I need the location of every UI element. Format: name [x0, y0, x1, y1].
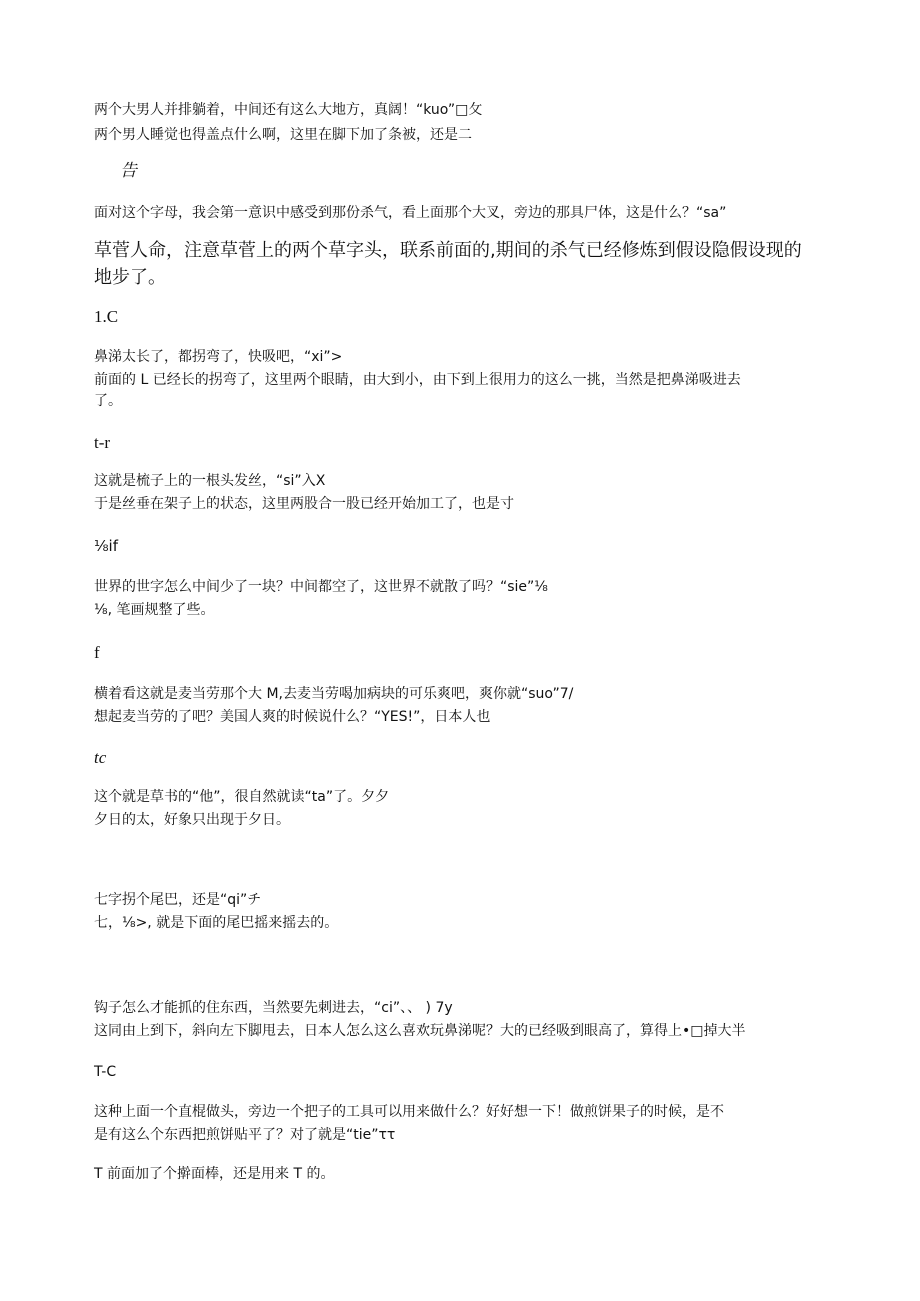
text-line: 面对这个字母，我会第一意识中感受到那份杀气，看上面那个大叉，旁边的那具尸体，这是什么？“sa”: [94, 205, 727, 221]
section-heading: f: [94, 643, 100, 662]
text-line: 七字拐个尾巴，还是“qi”チ: [94, 892, 262, 908]
text-line: 这就是梳子上的一根头发丝，“si”入X: [94, 473, 326, 489]
section-heading: ⅛if: [94, 537, 118, 555]
text-line: 了。: [94, 393, 122, 409]
text-line: 是有这么个东西把煎饼贴平了？对了就是“tie”ττ: [94, 1127, 396, 1143]
text-line: 两个男人睡觉也得盖点什么啊，这里在脚下加了条被，还是二: [94, 127, 472, 143]
text-line: 世界的世字怎么中间少了一块？中间都空了，这世界不就散了吗？“sie”⅛: [94, 579, 548, 595]
text-line: 横着看这就是麦当劳那个大 M,去麦当劳喝加病块的可乐爽吧，爽你就“suo”7/: [94, 686, 574, 702]
text-line: 这种上面一个直棍做头，旁边一个把子的工具可以用来做什么？好好想一下！做煎饼果子的时候，是不: [94, 1104, 724, 1120]
text-line: 两个大男人并排躺着，中间还有这么大地方，真阔！“kuo”□攵: [94, 102, 483, 118]
text-line: 于是丝垂在架子上的状态，这里两股合一股已经开始加工了，也是寸: [94, 496, 514, 512]
text-line: 这同由上到下，斜向左下脚甩去，日本人怎么这么喜欢玩鼻涕呢？大的已经吸到眼高了，算得上•□掉大半: [94, 1023, 746, 1039]
text-line: 夕日的太，好象只出现于夕日。: [94, 812, 290, 828]
text-line: 草菅人命，注意草菅上的两个草字头，联系前面的,期间的杀气已经修炼到假设隐假设现的: [94, 240, 802, 261]
text-line: 地步了。: [94, 267, 166, 288]
text-line: 前面的 L 已经长的拐弯了，这里两个眼睛，由大到小，由下到上很用力的这么一挑，当然是把鼻涕吸进去: [94, 372, 741, 388]
section-heading: T-C: [94, 1064, 117, 1080]
text-line: 这个就是草书的“他”，很自然就读“ta”了。夕夕: [94, 789, 390, 805]
text-line: 钩子怎么才能抓的住东西，当然要先刺进去，“ci”、、 ) 7y: [94, 1000, 453, 1016]
section-heading: tc: [94, 748, 107, 767]
text-line: 七，⅛>, 就是下面的尾巴摇来摇去的。: [94, 915, 339, 931]
text-line: ⅛, 笔画规整了些。: [94, 602, 215, 618]
text-line: 告: [120, 161, 137, 180]
text-line: T 前面加了个擀面棒，还是用来 T 的。: [94, 1166, 335, 1182]
section-heading: 1.C: [94, 307, 119, 326]
text-line: 想起麦当劳的了吧？美国人爽的时候说什么？“YES!”，日本人也: [94, 709, 491, 725]
section-heading: t-r: [94, 433, 111, 452]
text-line: 鼻涕太长了，都拐弯了，快吸吧，“xi”>: [94, 349, 343, 365]
